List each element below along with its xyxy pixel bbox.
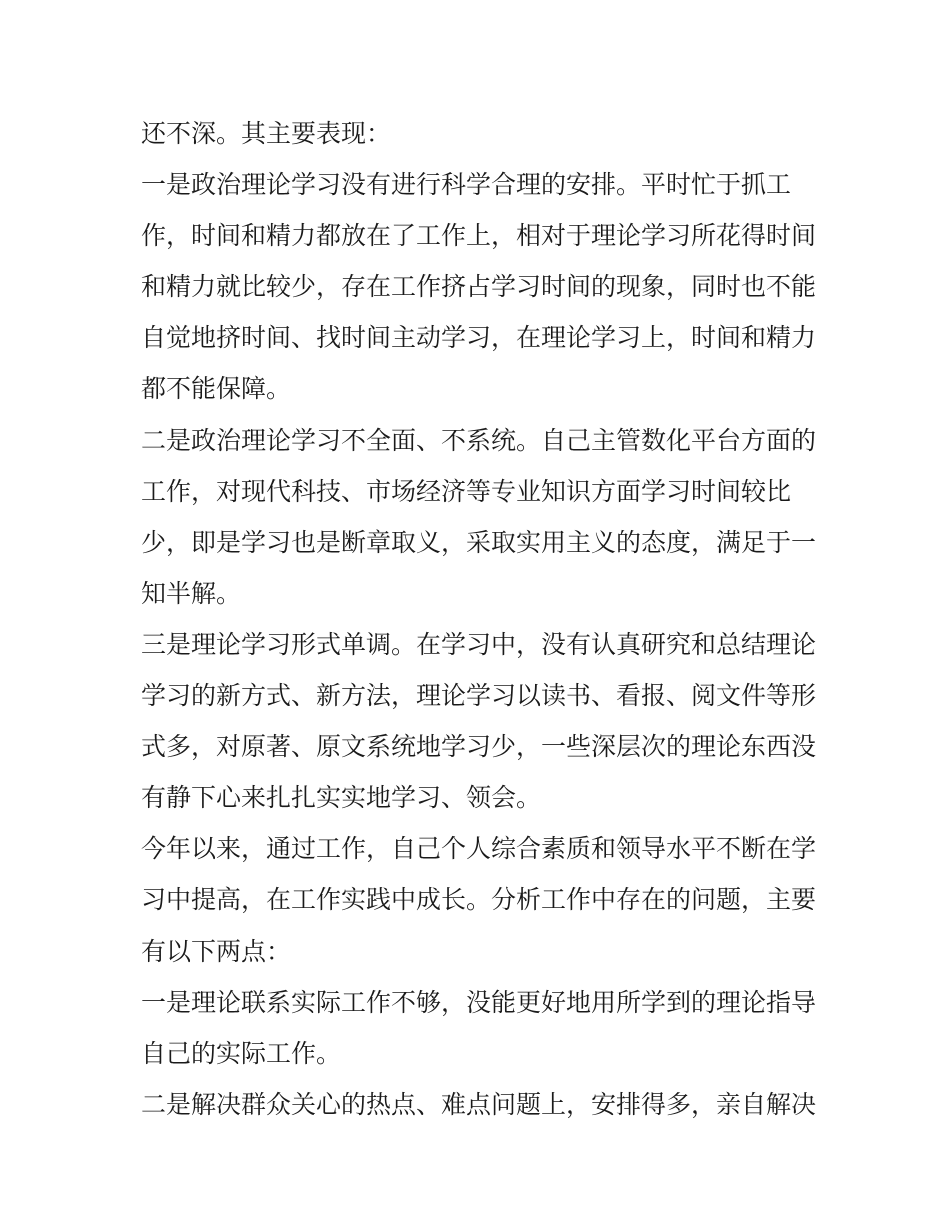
text-line: 自己的实际工作。 bbox=[141, 1038, 342, 1068]
text-line: 作，时间和精力都放在了工作上，相对于理论学习所花得时间 bbox=[141, 221, 817, 251]
text-line: 式多，对原著、原文系统地学习少，一些深层次的理论东西没 bbox=[141, 732, 817, 762]
text-line: 知半解。 bbox=[141, 578, 242, 608]
text-line: 学习的新方式、新方法，理论学习以读书、看报、阅文件等形 bbox=[141, 681, 817, 711]
text-line: 今年以来，通过工作，自己个人综合素质和领导水平不断在学 bbox=[141, 834, 817, 864]
text-line: 三是理论学习形式单调。在学习中，没有认真研究和总结理论 bbox=[141, 629, 817, 659]
text-line: 习中提高，在工作实践中成长。分析工作中存在的问题，主要 bbox=[141, 885, 817, 915]
text-line: 有静下心来扎扎实实地学习、领会。 bbox=[141, 783, 542, 813]
text-line: 和精力就比较少，存在工作挤占学习时间的现象，同时也不能 bbox=[141, 272, 817, 302]
document-body bbox=[141, 108, 817, 1130]
text-line: 一是理论联系实际工作不够，没能更好地用所学到的理论指导 bbox=[141, 987, 817, 1017]
text-line: 都不能保障。 bbox=[141, 374, 292, 404]
text-line: 少，即是学习也是断章取义，采取实用主义的态度，满足于一 bbox=[141, 527, 817, 557]
text-line: 还不深。其主要表现： bbox=[141, 119, 392, 148]
text-line: 二是解决群众关心的热点、难点问题上，安排得多，亲自解决 bbox=[141, 1089, 817, 1119]
text-line: 一是政治理论学习没有进行科学合理的安排。平时忙于抓工 bbox=[141, 170, 792, 200]
text-line: 工作，对现代科技、市场经济等专业知识方面学习时间较比 bbox=[141, 476, 792, 506]
text-line: 有以下两点： bbox=[141, 936, 292, 966]
text-line: 自觉地挤时间、找时间主动学习，在理论学习上，时间和精力 bbox=[141, 323, 817, 353]
text-line: 二是政治理论学习不全面、不系统。自己主管数化平台方面的 bbox=[141, 425, 817, 455]
